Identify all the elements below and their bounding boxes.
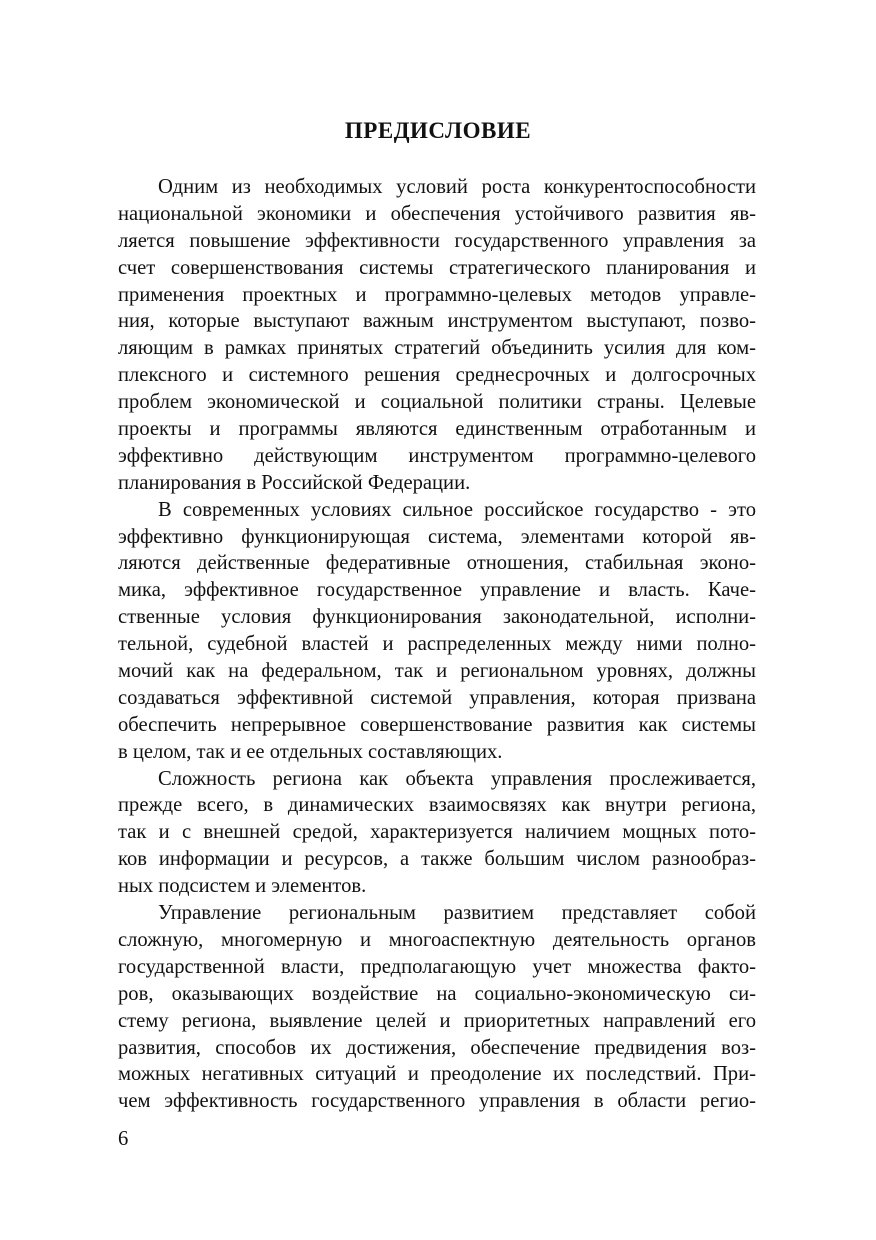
text-line: мочий как на федеральном, так и региональном уровнях, должны xyxy=(118,660,756,683)
text-line: сложную, многомерную и многоаспектную деятельность органов xyxy=(118,928,756,951)
text-line: эффективно действующим инструментом программно-целевого xyxy=(118,444,756,467)
text-line: чем эффективность государственного управления в области регио- xyxy=(118,1090,756,1113)
text-line: стему региона, выявление целей и приоритетных направлений его xyxy=(118,1009,756,1032)
text-line: мика, эффективное государственное управление и власть. Каче- xyxy=(118,579,756,602)
text-line: тельной, судебной властей и распределенных между ними полно- xyxy=(118,633,756,656)
paragraph-2 xyxy=(118,497,756,766)
text-line: ляющим в рамках принятых стратегий объединить усилия для ком- xyxy=(118,337,756,360)
text-line: Одним из необходимых условий роста конкурентоспособности xyxy=(158,176,756,198)
text-line: ков информации и ресурсов, а также большим числом разнообраз- xyxy=(118,848,756,871)
text-line: плексного и системного решения среднесрочных и долгосрочных xyxy=(118,364,756,387)
text-line: проблем экономической и социальной политики страны. Целевые xyxy=(118,391,756,414)
text-line: ственные условия функционирования законодательной, исполни- xyxy=(118,606,756,629)
text-line: Управление региональным развитием представляет собой xyxy=(158,902,756,925)
text-line: можных негативных ситуаций и преодоление их последствий. При- xyxy=(118,1063,756,1086)
text-line: государственной власти, предполагающую учет множества факто- xyxy=(118,955,756,978)
text-line: прежде всего, в динамических взаимосвязях как внутри региона, xyxy=(118,794,756,817)
text-line: применения проектных и программно-целевых методов управле- xyxy=(118,283,756,306)
paragraph-3 xyxy=(118,766,756,900)
body-text xyxy=(118,174,756,1115)
text-line: обеспечить непрерывное совершенствование развития как системы xyxy=(118,713,756,736)
text-line: ляется повышение эффективности государственного управления за xyxy=(118,229,756,252)
text-line: развития, способов их достижения, обеспечение предвидения воз- xyxy=(118,1036,756,1059)
text-line: планирования в Российской Федерации. xyxy=(118,471,471,494)
page-title: ПРЕДИСЛОВИЕ xyxy=(344,118,532,143)
text-line: эффективно функционирующая система, элементами которой яв- xyxy=(118,525,756,548)
text-line: проекты и программы являются единственным отработанным и xyxy=(118,418,756,441)
text-line: национальной экономики и обеспечения устойчивого развития яв- xyxy=(118,202,756,225)
paragraph-4 xyxy=(118,900,756,1115)
text-line: так и с внешней средой, характеризуется наличием мощных пото- xyxy=(118,821,756,844)
text-line: Сложность региона как объекта управления прослеживается, xyxy=(158,767,756,790)
text-line: ляются действенные федеративные отношения, стабильная эконо- xyxy=(118,552,756,575)
text-line: ных подсистем и элементов. xyxy=(118,875,367,898)
text-line: ров, оказывающих воздействие на социально-экономическую си- xyxy=(118,982,756,1005)
text-line: создаваться эффективной системой управления, которая призвана xyxy=(118,686,756,709)
text-line: В современных условиях сильное российское государство - это xyxy=(158,498,756,521)
text-line: в целом, так и ее отдельных составляющих. xyxy=(118,740,503,763)
text-line: ния, которые выступают важным инструментом выступают, позво- xyxy=(118,310,756,333)
paragraph-1 xyxy=(118,174,756,497)
page-number: 6 xyxy=(118,1128,129,1150)
text-line: счет совершенствования системы стратегического планирования и xyxy=(118,256,756,279)
